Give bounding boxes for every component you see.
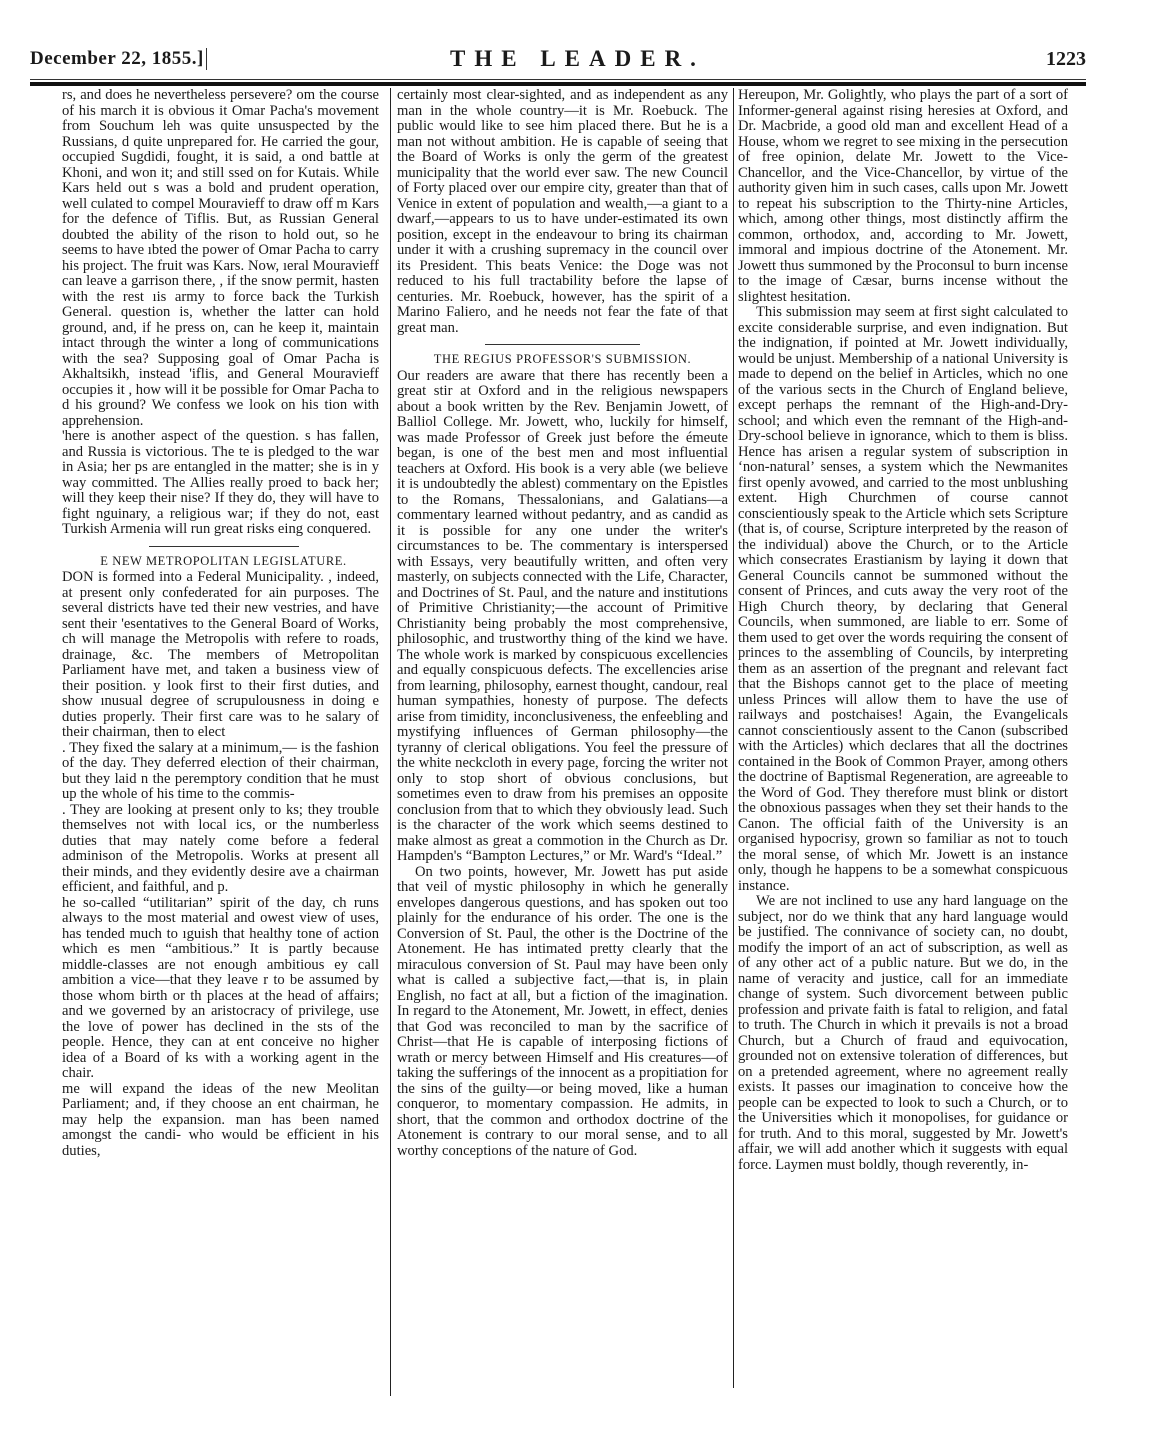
article-paragraph: he so-called “utilitarian” spirit of the day, ch runs always to the most material and owest view of uses, has tended much to ıguish that healthy tone of action which es men “ambitious.” It is partly because middle-classes are not enough ambitious ey call ambition a vice—that they leave r to be assumed by those whom birth or th places at the head of affairs; and we governed by an aristocracy of privilege, use the love of power has declined in the sts of the people. Hence, they can at ent conceive no higher idea of a Board of ks with a working agent in the chair. (62, 894, 379, 1081)
column-divider-left (390, 88, 391, 1396)
article-paragraph: DON is formed into a Federal Municipality. , indeed, at present only confederated for ain purposes. The several districts have ted their new vestries, and have sent their 'esentatives to the General Board of Works, ch will manage the Metropolis with refere to roads, drainage, &c. The members of Metropolitan Parliament have met, and taken a business view of their position. y look first to their first duties, and show ınusual degree of scrupulousness in doing e duties properly. Their first care was to he salary of their chairman, then to elect (62, 569, 379, 740)
article-paragraph: We are not inclined to use any hard language on the subject, nor do we think that any hard language would be justified. The connivance of society can, no doubt, modify the import of an act of subscription, as well as of any other act of a public nature. But we do, in the name of veracity and justice, call for an immediate change of system. Such divorcement between public profession and private faith is fatal to religion, and fatal to truth. The Church in which it prevails is not a broad Church, but a Church of fraud and equivocation, grounded not on extensive toleration of differences, but on a pretended agreement, where no agreement really exists. It passes our imagination to conceive how the people can be expected to look to such a Church, or to the Universities which it monopolises, for guidance or for truth. And to this moral, suggested by Mr. Jowett's affair, we will add another which it suggests with equal force. Laymen must boldly, though reverently, in- (738, 893, 1068, 1173)
masthead (30, 44, 1086, 76)
section-heading-regius-professor: THE REGIUS PROFESSOR'S SUBMISSION. (433, 352, 692, 366)
masthead-thick-rule (30, 82, 1086, 86)
issue-date: December 22, 1855.] (30, 48, 207, 70)
article-paragraph: Hereupon, Mr. Golightly, who plays the part of a sort of Informer-general against rising heresies at Oxford, and Dr. Macbride, a good old man and excellent Head of a House, whom we regret to see mixing in the persecution of free opinion, delate Mr. Jowett to the Vice-Chancellor, and the Vice-Chancellor, by virtue of the authority given him in such cases, calls upon Mr. Jowett to repeat his subscription to the Thirty-nine Articles, which, among other things, most distinctly affirm the common, orthodox, and, according to Mr. Jowett, immoral and impious doctrine of the Atonement. Mr. Jowett thus summoned by the Proconsul to burn incense to the image of Cæsar, burns incense without the slightest hesitation. (738, 87, 1068, 305)
article-paragraph: On two points, however, Mr. Jowett has put aside that veil of mystic philosophy in which he generally envelopes dangerous questions, and has spoken out too plainly for the endurance of his order. The one is the Conversion of St. Paul, the other is the Doctrine of the Atonement. He has intimated pretty clearly that the miraculous conversion of St. Paul may have been only what is called a subjective fact,—that is, in plain English, no fact at all, but a fiction of the imagination. In regard to the Atonement, Mr. Jowett, in effect, denies that God was reconciled to man by the sacrifice of Christ—that He is capable of interposing fictions of wrath or mercy between Himself and His creatures—of taking the sufferings of the innocent as a propitiation for the sins of the guilty—or being moved, like a human conqueror, to momentary compassion. He admits, in short, that the common and orthodox doctrine of the Atonement is contrary to our moral sense, and to all worthy conceptions of the nature of God. (397, 863, 728, 1159)
article-paragraph: rs, and does he nevertheless persevere? om the course of his march it is obvious it Omar Pacha's movement from Souchum leh was quite unsuspected by the Russians, d quite unprepared for. He carried the gour, occupied Sugdidi, fought, it is said, a ond battle at Khoni, and won it; and still ssed on for Kutais. While Kars held out s was a bold and prudent operation, well culated to compel Mouravieff to draw off m Kars for the defence of Tiflis. But, as Russian General doubted the ability of the rison to hold out, so he seems to have ıbted the power of Omar Pacha to carry his project. The fruit was Kars. Now, ıeral Mouravieff can leave a garrison there, , if the snow permit, hasten with the rest ıis army to force back the Turkish General. question is, whether the latter can hold ground, and, if he press on, can he keep it, maintain intact through the winter a long of communications with the sea? Supposing goal of Omar Pacha is Akhaltsikh, instead 'iflis, and General Mouravieff occupies it , how will it be possible for Omar Pacha to d his ground? We confess we look on his tion with apprehension. (62, 87, 379, 429)
article-paragraph: certainly most clear-sighted, and as independent as any man in the whole country—it is Mr. Roebuck. The public would like to see him placed there. But he is a man not without ambition. He is capable of seeing that the Board of Works is only the germ of the greatest municipality that the world ever saw. The new Council of Forty placed over our empire city, greater than that of Venice in extent of population and wealth,—a giant to a dwarf,—appears to us to have under-estimated its own position, except in the endeavour to bring its chairman under it with a crushing supremacy in the council over its President. This beats Venice: the Doge was not reduced to his full tractability before the lapse of centuries. Mr. Roebuck, however, has the spirit of a Marino Faliero, and he needs not fear the fate of that great man. (397, 87, 728, 336)
middle-column (397, 88, 728, 1159)
article-paragraph: This submission may seem at first sight calculated to excite considerable surprise, and even indignation. But the indignation, if pointed at Mr. Jowett individually, would be unjust. Membership of a national University is made to depend on the belief in Articles, which no one of the various sects in the Church of England believe, except perhaps the remnant of the High-and-Dry-school; and which even the remnant of the High-and-Dry-school believe in ignorance, which to them is bliss. Hence has arisen a regular system of subscription in ‘non-natural’ senses, a system which the Newmanites first openly avowed, and carried to the most unblushing extent. High Churchmen of course cannot conscientiously speak to the Article which sets Scripture (that is, of course, Scripture interpreted by the reason of the individual) above the Church, or to the Article which consecrates Erastianism by laying it down that General Councils cannot be summoned without the consent of Princes, and cuts away the very root of the High Church theory, by declaring that General Councils, when summoned, are liable to err. Some of them used to get over the words requiring the consent of princes to the assembling of Councils, by interpreting them as an assertion of the pregnant and relevant fact that the Bishops cannot get to the place of meeting unless Princes will allow them to have the use of railways and postchaises! Again, the Evangelicals cannot conscientiously assent to the Canon (subscribed with the Articles) which declares that all the doctrines contained in the Book of Common Prayer, among others the doctrine of Baptismal Regeneration, are agreeable to the Word of God. They therefore must blink or distort the obnoxious passages when they set their hands to the Canon. The official faith of the University is an organised hypocrisy, grown so familiar as not to touch the moral sense, of which Mr. Jowett is an instance only, though he happens to be a somewhat conspicuous instance. (738, 304, 1068, 894)
right-column (738, 88, 1068, 1173)
page-number: 1223 (1046, 48, 1086, 70)
article-paragraph: 'here is another aspect of the question. s has fallen, and Russia is victorious. The te is pledged to the war in Asia; her ps are entangled in the matter; she is in y way committed. The Allies really proed to back her; will they keep their nise? If they do, they will have to fight nguinary, a religious war; if they do not, east Turkish Armenia will run great risks eing conquered. (62, 428, 379, 537)
article-paragraph: . They fixed the salary at a minimum,— is the fashion of the day. They deferred election of their chairman, but they laid n the peremptory condition that he must up the whole of his time to the commis- (62, 739, 379, 802)
section-rule (485, 344, 640, 345)
article-paragraph: me will expand the ideas of the new Meolitan Parliament; and, if they choose an ent chairman, he may help the expansion. man has been named amongst the candi- who would be efficient in his duties, (62, 1080, 379, 1159)
article-paragraph: Our readers are aware that there has recently been a great stir at Oxford and in the religious newspapers about a book written by the Rev. Benjamin Jowett, of Balliol College. Mr. Jowett, who, luckily for himself, was made Professor of Greek just before the émeute began, is one of the best men and most influential teachers at Oxford. His book is a very able (we believe it is undoubtedly the ablest) commentary on the Epistles to the Romans, Thessalonians, and Galatians—a commentary learned without pedantry, and as candid as it is possible for any one under the writer's circumstances to be. The commentary is interspersed with Essays, very beautifully written, and often very masterly, on subjects connected with the Life, Character, and Doctrines of St. Paul, and the nature and institutions of Primitive Christianity;—the account of Primitive Christianity being probably the most comprehensive, philosophic, and trustworthy thing of the kind we have. The whole work is marked by conspicuous excellencies and equally conspicuous defects. The excellencies arise from learning, philosophy, earnest thought, candour, real human sympathies, honesty of purpose. The defects arise from timidity, inconclusiveness, the enfeebling and mystifying influences of German philosophy—the tyranny of clerical obligations. You feel the pressure of the white neckcloth in every page, forcing the writer not only to stop short of obvious conclusions, but sometimes even to draw from his premises an opposite conclusion from that to which they obviously lead. Such is the character of the work which seems destined to make almost as great a commotion in the Church as Dr. Hampden's “Bampton Lectures,” or Mr. Ward's “Ideal.” (397, 367, 728, 864)
masthead-thin-rule (30, 79, 1086, 80)
column-divider-right (733, 88, 734, 1388)
article-paragraph: . They are looking at present only to ks; they trouble themselves not with local ics, or the numberless duties that may nately come before a federal adminison of the Metropolis. Works at present all their minds, and they evidently desire ave a chairman efficient, and faithful, and p. (62, 801, 379, 895)
left-column (62, 87, 379, 1159)
section-rule (149, 546, 299, 547)
newspaper-title: THE LEADER. (450, 46, 705, 71)
section-heading-metropolitan-legislature: E NEW METROPOLITAN LEGISLATURE. (100, 553, 347, 568)
